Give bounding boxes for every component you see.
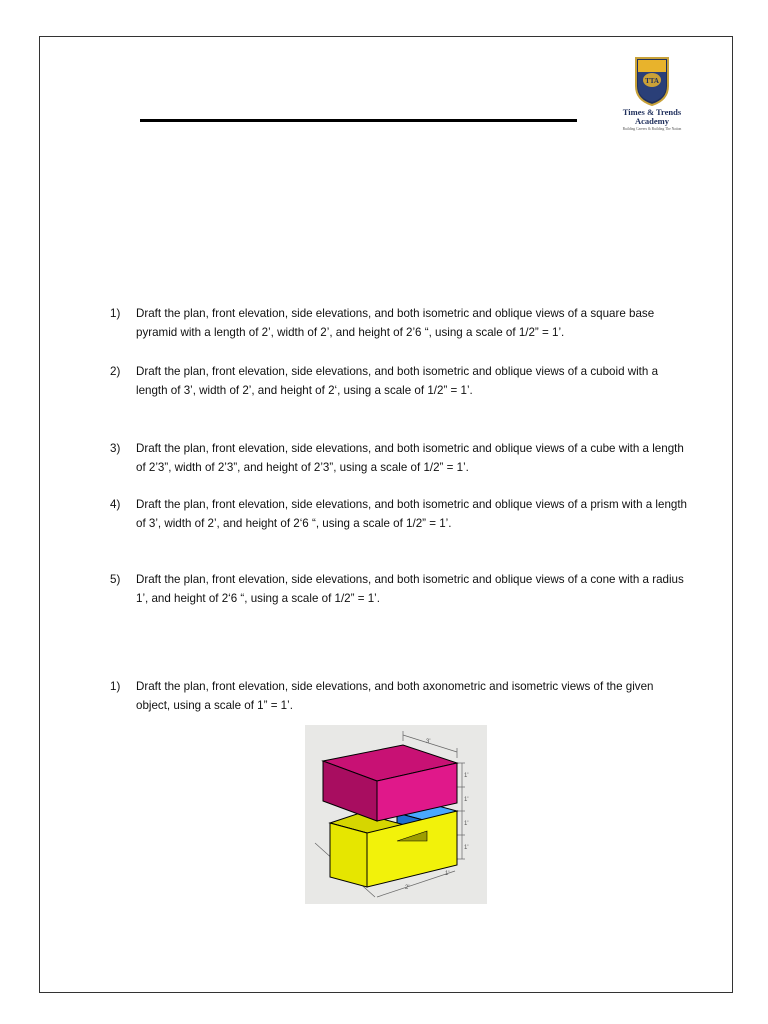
question-number: 4)	[110, 498, 121, 511]
shield-emblem-icon	[633, 56, 671, 106]
academy-logo	[612, 56, 692, 131]
logo-emblem-text: TTA	[645, 77, 659, 85]
question-number: 3)	[110, 442, 121, 455]
question-item	[110, 439, 690, 477]
header-rule	[140, 119, 577, 122]
question-text: Draft the plan, front elevation, side elevations, and both isometric and oblique views of a square base pyramid with a length of 2’, width of 2’, and height of 2’6 “, using a scale of 1/2” = 1’.	[136, 307, 655, 339]
logo-name-line2: Academy	[635, 116, 669, 126]
question-number: 1)	[110, 307, 121, 320]
question-text: Draft the plan, front elevation, side elevations, and both isometric and oblique views of a cone with a radius 1’, and height of 2‘6 “, using a scale of 1/2” = 1’.	[136, 573, 684, 605]
dim-bottom-label-1: 2'	[405, 885, 410, 891]
question-item	[110, 495, 690, 533]
question-number: 2)	[110, 365, 121, 378]
bottom-block	[330, 811, 457, 887]
question-text: Draft the plan, front elevation, side elevations, and both isometric and oblique views of a prism with a length of 3’, width of 2’, and height of 2‘6 “, using a scale of 1/2” = 1’.	[136, 498, 688, 530]
dim-bottom-label-2: 1'	[445, 871, 450, 877]
dim-right-label-4: 1'	[464, 845, 469, 851]
question-number: 1)	[110, 680, 121, 693]
logo-name	[612, 108, 692, 126]
dim-right-label-1: 1'	[464, 773, 469, 779]
question-text: Draft the plan, front elevation, side elevations, and both axonometric and isometric views of the given object, using a scale of 1” = 1’.	[136, 680, 654, 712]
question-item	[110, 304, 690, 342]
dim-right-label-2: 1'	[464, 797, 469, 803]
dim-top-label: 3'	[426, 739, 431, 745]
question-item	[110, 570, 690, 608]
logo-name-line1: Times & Trends	[622, 107, 682, 117]
logo-tagline: Building Careers & Building The Nation	[622, 127, 682, 131]
isometric-figure	[305, 725, 487, 904]
question-item	[110, 677, 690, 715]
question-text: Draft the plan, front elevation, side elevations, and both isometric and oblique views of a cuboid with a length of 3’, width of 2’, and height of 2‘, using a scale of 1/2” = 1’.	[136, 365, 659, 397]
dim-right-label-3: 1'	[464, 821, 469, 827]
question-text: Draft the plan, front elevation, side elevations, and both isometric and oblique views of a cube with a length of 2’3”, width of 2’3”, and height of 2’3”, using a scale of 1/2” = 1’.	[136, 442, 684, 474]
question-number: 5)	[110, 573, 121, 586]
block-model-drawing	[305, 725, 487, 904]
question-item	[110, 362, 690, 400]
